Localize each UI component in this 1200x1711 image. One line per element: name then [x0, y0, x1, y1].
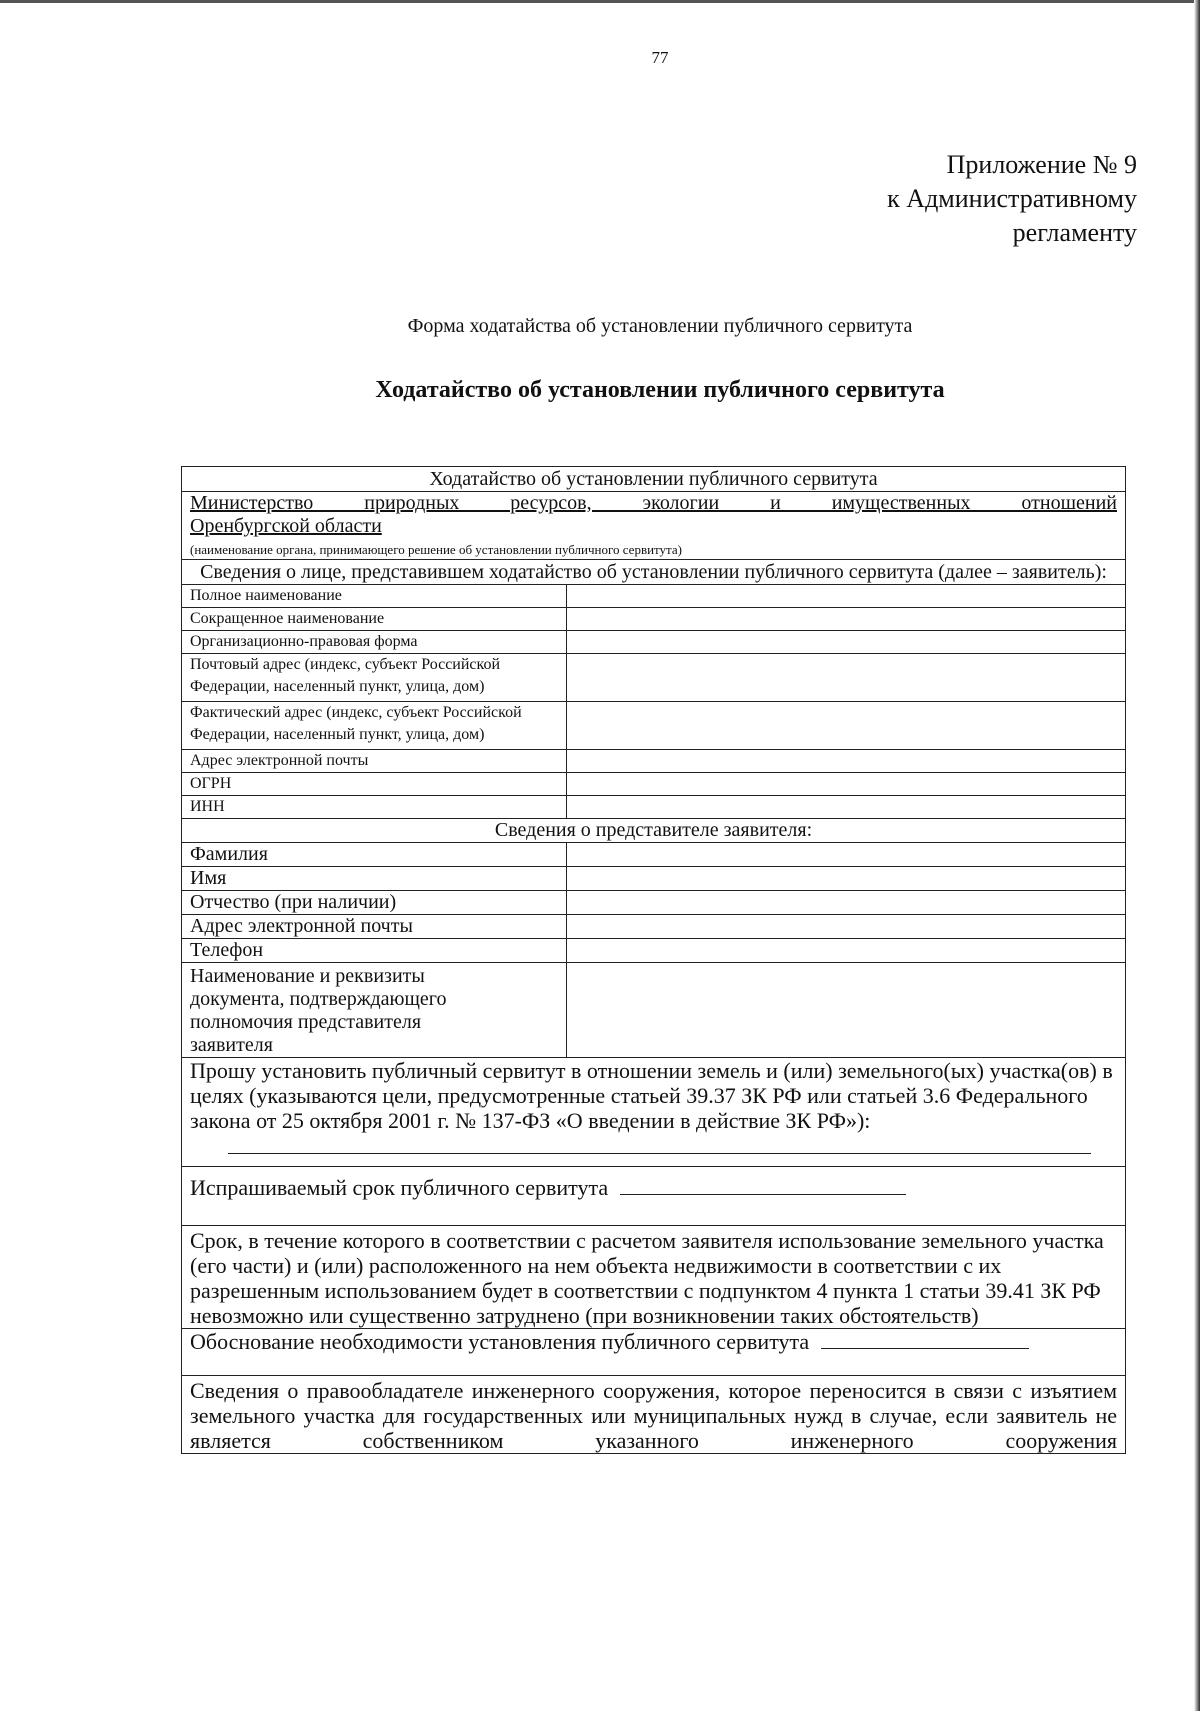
- table-row: [182, 867, 1126, 891]
- request-text: Прошу установить публичный сервитут в отношении земель и (или) земельного(ых) участка(ов) в целях (указываются цели, предусмотренные статьей 39.37 ЗК РФ или статьей 3.6 Федерального закона от 25 октября 2001 г. № 137-ФЗ «О введении в действие ЗК РФ»):: [190, 1058, 1113, 1133]
- field-label: Телефон: [182, 939, 567, 963]
- table-row: [182, 750, 1126, 773]
- field-label: Имя: [182, 867, 567, 891]
- owner-info-row: [182, 1376, 1126, 1454]
- representative-section-title: Сведения о представителе заявителя:: [182, 819, 1126, 843]
- appendix-line-2: к Административному: [887, 184, 1137, 213]
- term-blank[interactable]: [620, 1176, 906, 1195]
- short-name-field[interactable]: [567, 608, 1126, 631]
- field-label: Фактический адрес (индекс, субъект Российской Федерации, населенный пункт, улица, дом): [182, 702, 567, 750]
- page-title: Ходатайство об установлении публичного сервитута: [375, 377, 945, 403]
- organ-name-line-1: Министерство природных ресурсов, экологии и имущественных отношений: [190, 492, 1117, 514]
- field-label: ИНН: [182, 796, 567, 819]
- representative-section-row: [182, 819, 1126, 843]
- table-row: [182, 585, 1126, 608]
- ogrn-field[interactable]: [567, 773, 1126, 796]
- table-row: [182, 654, 1126, 702]
- petition-form-table: [181, 466, 1126, 1454]
- table-row: [182, 631, 1126, 654]
- scan-top-edge: [0, 0, 1200, 3]
- justification-cell: [182, 1329, 1126, 1376]
- applicant-section-row: [182, 560, 1126, 585]
- field-label: Наименование и реквизиты документа, подтверждающего полномочия представителя заявителя: [182, 963, 567, 1058]
- representative-email-field[interactable]: [567, 915, 1126, 939]
- table-row: [182, 963, 1126, 1058]
- legal-form-field[interactable]: [567, 631, 1126, 654]
- field-label: Сокращенное наименование: [182, 608, 567, 631]
- surname-field[interactable]: [567, 843, 1126, 867]
- authority-document-field[interactable]: [567, 963, 1126, 1058]
- form-header: Ходатайство об установлении публичного сервитута: [182, 467, 1126, 492]
- organ-cell: [182, 492, 1126, 560]
- field-label: Организационно-правовая форма: [182, 631, 567, 654]
- justification-blank[interactable]: [821, 1330, 1029, 1349]
- request-cell: [182, 1058, 1126, 1167]
- table-row: [182, 773, 1126, 796]
- owner-info-text: Сведения о правообладателе инженерного сооружения, которое переносится в связи с изъятием земельного участка для государственных или муниципальных нужд в случае, если заявитель не является собственником указанного инженерного сооружения: [182, 1376, 1126, 1454]
- field-label: Почтовый адрес (индекс, субъект Российской Федерации, населенный пункт, улица, дом): [182, 654, 567, 702]
- field-label: Фамилия: [182, 843, 567, 867]
- table-row: [182, 891, 1126, 915]
- table-row: [182, 915, 1126, 939]
- difficulty-text: Срок, в течение которого в соответствии с расчетом заявителя использование земельного участка (его части) и (или) расположенного на нем объекта недвижимости в соответствии с их разрешенным использованием будет в соответствии с подпунктом 4 пункта 1 статьи 39.41 ЗК РФ невозможно или существенно затруднено (при возникновении таких обстоятельств): [182, 1226, 1126, 1329]
- purpose-blank-line[interactable]: [228, 1145, 1091, 1154]
- term-row: [182, 1167, 1126, 1226]
- table-row: [182, 843, 1126, 867]
- phone-field[interactable]: [567, 939, 1126, 963]
- request-row: [182, 1058, 1126, 1167]
- field-label: ОГРН: [182, 773, 567, 796]
- postal-address-field[interactable]: [567, 654, 1126, 702]
- form-header-row: [182, 467, 1126, 492]
- appendix-header: [887, 148, 1137, 250]
- field-label: Отчество (при наличии): [182, 891, 567, 915]
- inn-field[interactable]: [567, 796, 1126, 819]
- organ-name-note: (наименование органа, принимающего решение об установлении публичного сервитута): [190, 542, 683, 557]
- field-label: Адрес электронной почты: [182, 750, 567, 773]
- form-caption: Форма ходатайства об установлении публичного сервитута: [407, 315, 913, 337]
- field-label: Адрес электронной почты: [182, 915, 567, 939]
- difficulty-row: [182, 1226, 1126, 1329]
- organ-name-line-2: Оренбургской области: [190, 515, 382, 537]
- table-row: [182, 796, 1126, 819]
- first-name-field[interactable]: [567, 867, 1126, 891]
- actual-address-field[interactable]: [567, 702, 1126, 750]
- applicant-section-title: Сведения о лице, представившем ходатайство об установлении публичного сервитута (далее – заявитель):: [182, 560, 1126, 585]
- field-label: Полное наименование: [182, 585, 567, 608]
- scan-right-edge: [1194, 0, 1200, 1711]
- term-label: Испрашиваемый срок публичного сервитута: [190, 1175, 609, 1200]
- table-row: [182, 939, 1126, 963]
- term-cell: [182, 1167, 1126, 1226]
- organ-row: [182, 492, 1126, 560]
- patronymic-field[interactable]: [567, 891, 1126, 915]
- appendix-line-3: регламенту: [1012, 218, 1137, 247]
- page-number: 77: [651, 48, 669, 67]
- full-name-field[interactable]: [567, 585, 1126, 608]
- applicant-email-field[interactable]: [567, 750, 1126, 773]
- appendix-line-1: Приложение № 9: [946, 150, 1137, 179]
- justification-row: [182, 1329, 1126, 1376]
- table-row: [182, 702, 1126, 750]
- table-row: [182, 608, 1126, 631]
- justification-label: Обоснование необходимости установления публичного сервитута: [190, 1329, 810, 1354]
